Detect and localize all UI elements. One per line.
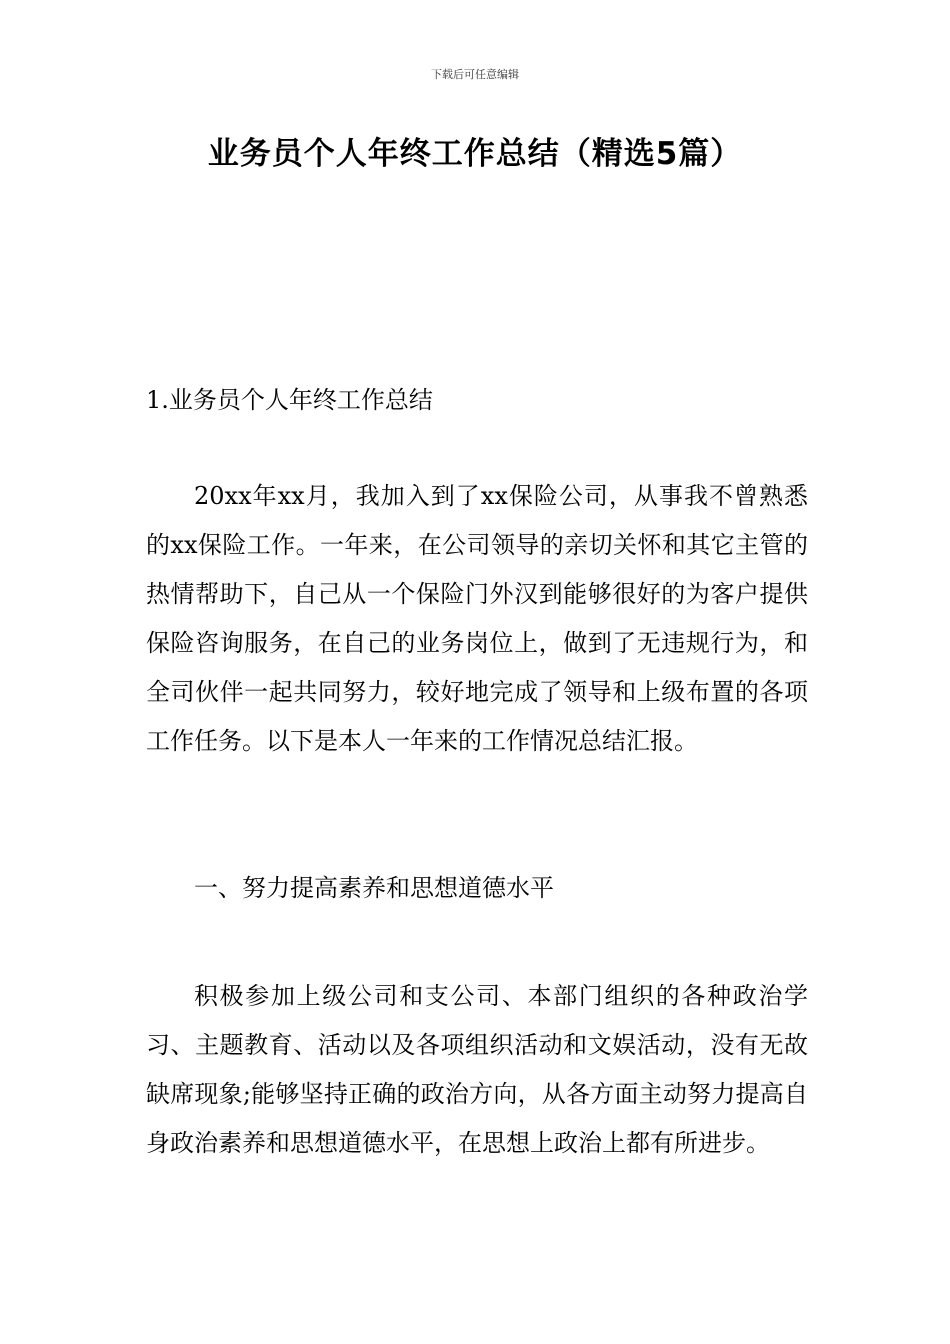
document-title: 业务员个人年终工作总结（精选5篇） — [207, 136, 743, 172]
body-paragraph-1 — [146, 472, 808, 766]
section-heading: 1.业务员个人年终工作总结 — [146, 386, 433, 414]
paragraph-text: 积极参加上级公司和支公司、本部门组织的各种政治学习、主题教育、活动以及各项组织活动和文娱活动，没有无故缺席现象;能够坚持正确的政治方向，从各方面主动努力提高自身政治素养和思想道德水平，在思想上政治上都有所进步。 — [146, 982, 808, 1157]
subheading-1: 一、努力提高素养和思想道德水平 — [194, 874, 554, 902]
header-note: 下载后可任意编辑 — [431, 68, 519, 81]
body-paragraph-2 — [146, 972, 808, 1168]
paragraph-text: 20xx年xx月，我加入到了xx保险公司，从事我不曾熟悉的xx保险工作。一年来，在公司领导的亲切关怀和其它主管的热情帮助下，自己从一个保险门外汉到能够很好的为客户提供保险咨询服务，在自己的业务岗位上，做到了无违规行为，和全司伙伴一起共同努力，较好地完成了领导和上级布置的各项工作任务。以下是本人一年来的工作情况总结汇报。 — [146, 482, 808, 755]
